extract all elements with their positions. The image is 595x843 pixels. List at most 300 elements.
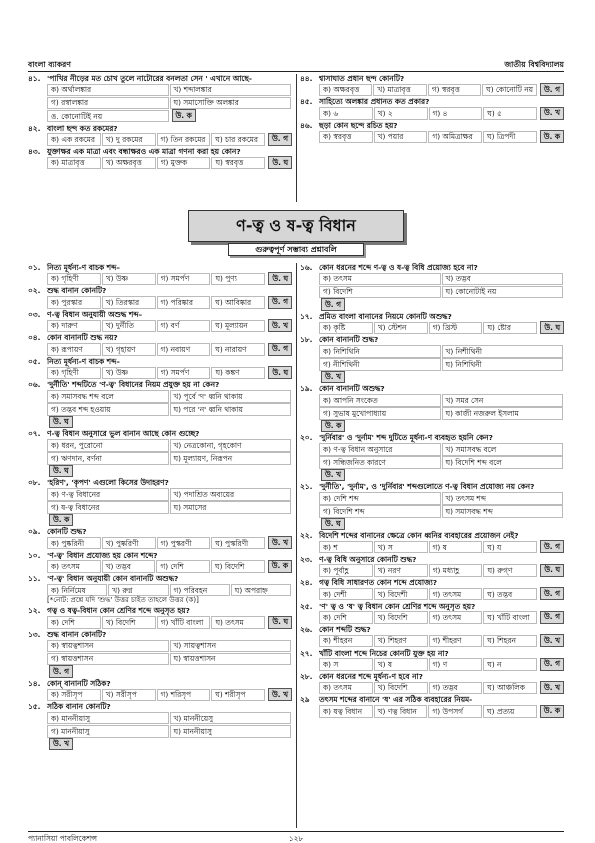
- answer-option: ঘ) নারায়ণ: [211, 343, 265, 355]
- answer-option: ক) কৃষ্টি: [319, 322, 373, 334]
- answer-option: খ) ২: [374, 107, 428, 119]
- question-item: [300, 263, 564, 311]
- question-number: ১২.: [28, 606, 41, 616]
- answer-option: ক) নির্নিমেষ: [47, 584, 107, 596]
- question-number: ০৯.: [28, 527, 41, 537]
- options-list: [28, 487, 292, 526]
- question-stem: 'দুর্নীতি', 'দুর্নাম', ও 'দুর্নিবার' শব্দগুলোতে ণ-ত্ব বিধান প্রযোজ্য নয় কেন?: [319, 482, 535, 492]
- answer-badge: উ. গ: [540, 611, 564, 624]
- answer-option: ক) পূর্বাহ্ণ: [319, 564, 373, 576]
- question-text: [300, 602, 564, 611]
- answer-option: গ) তৎসম: [429, 588, 483, 600]
- answer-option: ঘ) আবিষ্কার: [211, 296, 265, 308]
- question-number: ২৫.: [300, 601, 313, 611]
- question-item: [300, 649, 564, 671]
- options-list: [300, 491, 564, 530]
- answer-option: খ) তদ্ভব: [102, 560, 156, 572]
- answer-option: গ) সন্ধিজনিত কারণে: [319, 456, 441, 468]
- options-list: [28, 156, 292, 169]
- answer-badge: উ. ঘ: [268, 366, 292, 379]
- answer-option: গ) শরিসৃপ: [157, 689, 211, 701]
- answer-option: খ) পূর্বে 'দ' ধ্বনি থাকায়: [170, 390, 292, 402]
- answer-option: গ) শীহরণ: [429, 635, 483, 647]
- answer-option: ক) শ: [319, 541, 373, 553]
- question-stem: সঠিক বানান কোনটি?: [47, 702, 111, 712]
- answer-option: ঘ) রুগ্ণ: [483, 564, 537, 576]
- answer-option: খ) উষ্ণ: [102, 367, 156, 379]
- question-item: [300, 121, 564, 143]
- question-item: [300, 578, 564, 600]
- answer-option: খ) বিদেশি: [102, 616, 156, 628]
- question-stem: শুদ্ধ বানান কোনটি?: [47, 629, 107, 639]
- answer-option: গ) অমিত্রাক্ষর: [428, 131, 482, 143]
- question-number: ১৮.: [300, 335, 313, 345]
- answer-badge: উ. ক: [49, 514, 73, 526]
- question-item: [300, 384, 564, 432]
- question-stem: কোন শব্দটি শুদ্ধ?: [319, 625, 371, 635]
- question-text: [28, 527, 292, 536]
- question-text: [28, 429, 292, 438]
- question-number: ১৫.: [28, 702, 41, 712]
- question-stem: কোন বানানটি অশুদ্ধ?: [319, 384, 385, 394]
- answer-option: গ) সমর্পণ: [157, 273, 211, 285]
- question-text: [300, 97, 564, 106]
- top-column-divider: [296, 74, 297, 202]
- answer-option: খ) বিদেশি: [374, 611, 428, 623]
- answer-badge: উ. খ: [321, 371, 345, 383]
- answer-option: খ) শব্দালঙ্কার: [170, 84, 292, 96]
- options-list: [28, 616, 292, 629]
- answer-option: গ) স্বরবৃত্ত: [428, 84, 481, 96]
- answer-option: ক) তৎসম: [47, 560, 101, 572]
- answer-option: গ) তিন রকমের: [157, 133, 211, 145]
- question-number: ৪২.: [28, 123, 41, 133]
- question-stem: 'দুর্নীতি' শব্দটিতে 'ণ-ত্ব' বিধানের নিয়ম প্রযুক্ত হয় না কেন?: [47, 380, 220, 390]
- main-column-divider: [296, 263, 297, 828]
- answer-option: ঙ. কোনোটিই নয়: [47, 110, 169, 122]
- question-item: [28, 630, 292, 678]
- answer-option: গ) ঋণদান, বর্ণনা: [47, 452, 169, 464]
- question-item: [28, 478, 292, 526]
- answer-option: ক) এক রকমের: [47, 133, 101, 145]
- question-stem: গত্ব বিধি সাধারণত কোন শব্দে প্রযোজ্য?: [319, 578, 438, 588]
- footer-publisher: প্যানাসিয়া পাবলিকেশন্স: [28, 834, 97, 843]
- options-list: [300, 634, 564, 647]
- answer-option: গ) ষ-ত্ব বিধানের: [47, 501, 169, 513]
- answer-option: খ) দুর্নীতি: [102, 320, 156, 332]
- answer-option: ক) মাননীয়াসু: [47, 712, 169, 724]
- answer-badge: উ. ক: [268, 560, 292, 573]
- question-item: [28, 606, 292, 628]
- answer-option: ঘ) কঙ্কণ: [211, 367, 265, 379]
- answer-option: গ) উপসর্গ: [428, 705, 482, 717]
- options-list: [300, 345, 564, 384]
- options-list: [300, 272, 564, 311]
- answer-option: খ) তৎসম শব্দ: [442, 492, 564, 504]
- question-item: [28, 286, 292, 308]
- question-number: ১১.: [28, 574, 41, 584]
- question-text: [28, 286, 292, 295]
- question-text: [28, 357, 292, 366]
- answer-option: ক) পুষ্করিনী: [47, 537, 101, 549]
- question-stem: কোন্ বানানটি সঠিক?: [47, 678, 111, 688]
- answer-option: গ) তৎসম: [429, 611, 483, 623]
- page: [28, 60, 564, 843]
- question-number: ০১.: [28, 263, 41, 272]
- answer-option: খ) নিশীথিনী: [442, 345, 564, 357]
- answer-badge: উ. ক: [540, 130, 564, 143]
- answer-badge: উ. খ: [540, 634, 564, 647]
- question-text: [300, 578, 564, 587]
- answer-option: ক) দেশি শব্দ: [319, 492, 441, 504]
- answer-option: ক) ৬: [319, 107, 373, 119]
- answer-badge: উ. ঘ: [321, 518, 345, 530]
- question-stem: সাহিত্যে অলঙ্কার প্রধানত কত প্রকার?: [319, 97, 430, 107]
- answer-option: গ) নীশিথিনী: [319, 358, 441, 370]
- question-stem: কোন ধরনের শব্দে ণ-ত্ব ও ষ-ত্ব বিধি প্রয়োজ্য হবে না?: [319, 263, 478, 272]
- question-stem: প্রমিত বাংলা বানানের নিয়মে কোনটি অশুদ্ধ?: [319, 311, 452, 321]
- answer-option: ক) রূপায়ণ: [47, 343, 101, 355]
- answer-option: খ) পদাশ্রিত অব্যয়ের: [170, 488, 292, 500]
- answer-option: ক) শীহরন: [319, 635, 373, 647]
- question-note: [*নোট: প্রশ্নে যদি 'শুদ্ধ' উত্তর চাইত তাহলে উত্তর (ক)]: [47, 596, 199, 605]
- options-list: [300, 658, 564, 671]
- question-item: [28, 263, 292, 285]
- question-stem: খাঁটি বাংলা শব্দে নিচের কোনটি যুক্ত হয় না?: [319, 648, 449, 658]
- answer-badge: উ. ঘ: [49, 416, 73, 428]
- question-number: ০৩.: [28, 309, 41, 319]
- answer-option: ক) ণ-ত্ব বিধান অনুসারে: [319, 443, 441, 455]
- question-stem: ণ-ত্ব বিধান অনুসারে ভুল বানান আছে কোন গুচ্ছে?: [47, 429, 200, 439]
- options-list: [28, 319, 292, 332]
- question-stem: ণ-ত্ব বিধি অনুসারে কোনটি শুদ্ধ?: [319, 554, 417, 564]
- question-stem: ছড়া কোন ছন্দে রচিত হয়?: [319, 120, 398, 130]
- answer-option: ঘ) শরীসৃপ: [211, 689, 265, 701]
- question-item: [28, 124, 292, 146]
- answer-option: ঘ) কোনোটি নয়: [482, 84, 537, 96]
- answer-option: খ) দু রকমের: [102, 133, 156, 145]
- question-text: [300, 312, 564, 321]
- options-list: [28, 296, 292, 309]
- question-text: [300, 649, 564, 658]
- options-list: [28, 390, 292, 429]
- question-text: [300, 74, 564, 83]
- answer-option: গ) পরিবহন: [170, 584, 230, 596]
- answer-badge: উ. ঘ: [49, 465, 73, 477]
- question-number: ২৪.: [300, 578, 313, 588]
- options-list: [28, 439, 292, 478]
- options-list: [300, 107, 564, 120]
- answer-option: ঘ) য: [483, 541, 537, 553]
- answer-option: ক) দেশি: [319, 611, 373, 623]
- question-text: [300, 121, 564, 130]
- question-number: ২৬.: [300, 625, 313, 635]
- answer-badge: উ. খ: [268, 319, 292, 332]
- answer-option: ঘ) ষ্টোর: [483, 322, 537, 334]
- answer-option: ঘ) শিহরন: [483, 635, 537, 647]
- answer-option: গ) বিদেশি শব্দ: [319, 505, 441, 517]
- chapter-title: ণ-ত্ব ও ষ-ত্ব বিধান: [188, 210, 404, 242]
- question-item: [300, 531, 564, 553]
- question-item: [300, 97, 564, 119]
- question-text: [28, 380, 292, 389]
- question-text: [28, 606, 292, 615]
- answer-option: গ) স্বায়ত্তশাসন: [47, 653, 169, 665]
- answer-option: খ) উষ্ণ: [102, 273, 156, 285]
- answer-option: গ) পরিষ্কার: [157, 296, 211, 308]
- answer-badge: উ. গ: [540, 83, 564, 96]
- answer-option: ঘ) স্বায়ত্তশাসন: [170, 653, 292, 665]
- question-text: [300, 384, 564, 393]
- answer-option: ক) ধরন, পুরোনো: [47, 439, 169, 451]
- answer-option: ক) স্বরবৃত্ত: [319, 131, 373, 143]
- answer-option: খ) নরণ: [374, 564, 428, 576]
- options-list: [300, 705, 564, 718]
- answer-option: ঘ) কোনোটাই নয়: [442, 286, 564, 298]
- answer-option: ঘ) তৎসম: [211, 616, 265, 628]
- options-list: [28, 343, 292, 356]
- answer-badge: উ. গ: [540, 658, 564, 671]
- answer-option: ক) পুরস্কার: [47, 296, 101, 308]
- question-number: ৪১.: [28, 74, 41, 83]
- question-number: ১০.: [28, 550, 41, 560]
- answer-option: ক) অর্থালঙ্কার: [47, 84, 169, 96]
- question-item: [28, 574, 292, 605]
- answer-option: গ) মাননীয়াসু: [47, 725, 169, 737]
- answer-badge: উ. ঘ: [540, 564, 564, 577]
- answer-badge: উ. খ: [540, 107, 564, 120]
- question-item: [28, 147, 292, 169]
- answer-option: ঘ) মূল্যায়ণ, নিরূপন: [170, 452, 292, 464]
- question-item: [28, 333, 292, 355]
- question-item: [300, 482, 564, 530]
- answer-option: ঘ) মূল্যায়ন: [211, 320, 265, 332]
- header-university: জাতীয় বিশ্ববিদ্যালয়: [504, 60, 564, 69]
- answer-option: খ) ষ: [374, 658, 428, 670]
- question-item: [28, 551, 292, 573]
- answer-badge: উ. ক: [540, 705, 564, 718]
- options-list: [300, 394, 564, 433]
- answer-option: ক) অক্ষরবৃত্ত: [319, 84, 372, 96]
- answer-option: গ) সুভাষ মুখোপাধ্যায়: [319, 407, 441, 419]
- answer-option: খ) পয়ার: [374, 131, 428, 143]
- options-list: [28, 711, 292, 750]
- options-list: [300, 587, 564, 600]
- left-question-column: [28, 263, 292, 751]
- answer-option: খ) সমর সেন: [442, 394, 564, 406]
- question-text: [300, 672, 564, 681]
- answer-option: ক) তৎসম: [319, 273, 441, 285]
- question-number: ৪৬.: [300, 120, 313, 130]
- answer-option: ক) দারুণ: [47, 320, 101, 332]
- answer-option: খ) মাননীয়েসু: [170, 712, 292, 724]
- answer-option: গ) রস্বালঙ্কার: [47, 97, 169, 109]
- options-list: [300, 540, 564, 553]
- answer-option: ঘ) কাজী নজরুল ইসলাম: [442, 407, 564, 419]
- answer-badge: উ. গ: [268, 296, 292, 309]
- answer-option: খ) সায়ত্বশাসন: [170, 640, 292, 652]
- options-list: [300, 83, 564, 96]
- question-number: ৪৪.: [300, 74, 313, 83]
- question-number: ০৫.: [28, 356, 41, 366]
- question-stem: 'ণ-ত্ব' বিধান অনুযায়ী কোন বানানটি অশুদ্ধ?: [47, 574, 179, 584]
- question-number: ২০.: [300, 433, 313, 443]
- section-title: গুরুত্বপূর্ণ সম্ভাব্য প্রশ্নাবলি: [228, 243, 364, 256]
- answer-badge: উ. ক: [172, 109, 196, 122]
- question-stem: শ্বাসাঘাত প্রধান ছন্দ কোনটি?: [319, 74, 405, 83]
- question-number: ০২.: [28, 286, 41, 296]
- question-text: [300, 695, 564, 704]
- question-stem: কোন বানানটি শুদ্ধ নয়?: [47, 333, 118, 343]
- answer-option: খ) শিহরণ: [374, 635, 428, 647]
- question-text: [28, 630, 292, 639]
- answer-option: খ) তিরস্কার: [102, 296, 156, 308]
- question-text: [28, 147, 292, 156]
- options-list: [28, 560, 292, 573]
- question-number: ২১.: [300, 482, 313, 492]
- question-item: [28, 527, 292, 549]
- options-list: [300, 564, 564, 577]
- question-stem: কোন ধরনের শব্দে মূর্ধন্য-ণ হবে না?: [319, 671, 423, 681]
- answer-option: ক) ণ-ত্ব বিধানের: [47, 488, 169, 500]
- question-text: [28, 574, 292, 583]
- answer-badge: উ. ক: [321, 420, 345, 432]
- question-item: [28, 310, 292, 332]
- answer-option: খ) বিদেশী: [374, 588, 428, 600]
- question-text: [300, 555, 564, 564]
- answer-option: ঘ) ৫: [483, 107, 537, 119]
- question-item: [300, 625, 564, 647]
- question-text: [28, 478, 292, 487]
- answer-option: ঘ) আঞ্চলিক: [483, 682, 537, 694]
- answer-badge: উ. খ: [540, 681, 564, 694]
- question-number: ২৩.: [300, 554, 313, 564]
- question-number: ০৮.: [28, 478, 41, 488]
- answer-option: গ) ৪: [429, 107, 483, 119]
- answer-badge: উ. ঘ: [268, 272, 292, 285]
- answer-badge: উ. ঘ: [268, 616, 292, 629]
- answer-option: খ) পুষ্করিণী: [102, 537, 156, 549]
- answer-option: গ) খ্রিস্ট: [429, 322, 483, 334]
- question-stem: গত্ব ও ষত্ব-বিধান কোন শ্রেণির শব্দে অনুসৃত হয়?: [47, 606, 190, 616]
- answer-option: খ) স: [374, 541, 428, 553]
- question-number: ২৭.: [300, 648, 313, 658]
- question-number: ০৬.: [28, 380, 41, 390]
- question-stem: 'হরিণ', 'কৃপণ' এগুলো কিসের উদাহরণ?: [47, 478, 169, 488]
- answer-badge: উ. ঘ: [540, 321, 564, 334]
- question-item: [300, 335, 564, 383]
- question-number: ১৬.: [300, 263, 313, 272]
- question-text: [28, 263, 292, 272]
- answer-option: গ) দেশি: [156, 560, 210, 572]
- options-list: [28, 366, 292, 379]
- answer-option: ঘ) ন: [483, 658, 537, 670]
- answer-option: ঘ) চার রকমের: [211, 133, 265, 145]
- answer-option: খ) সরীসৃপ: [102, 689, 156, 701]
- question-number: ১৪.: [28, 678, 41, 688]
- answer-option: খ) অক্ষরবৃত্ত: [102, 157, 156, 169]
- answer-option: খ) নেত্রকোনা, গৃহকোণ: [170, 439, 292, 451]
- question-text: [28, 333, 292, 342]
- answer-option: ঘ) প্রত্যয়: [483, 705, 537, 717]
- question-text: [28, 74, 292, 83]
- answer-badge: উ. গ: [268, 133, 292, 146]
- question-number: ২৮.: [300, 671, 313, 681]
- page-header: [28, 60, 564, 72]
- question-stem: বাংলা ছন্দ কত রকমের?: [47, 123, 118, 133]
- question-stem: যুক্তাক্ষর এক মাত্রা এবং বন্ধাক্ষরও এক মাত্রা গণনা করা হয় কোন?: [47, 147, 241, 156]
- answer-option: গ) নবায়ণ: [157, 343, 211, 355]
- options-list: [300, 130, 564, 143]
- answer-option: ক) নিশিথিনি: [319, 345, 441, 357]
- answer-option: গ) পুস্করণী: [157, 537, 211, 549]
- answer-badge: উ. খ: [321, 469, 345, 481]
- question-stem: কোন বানানটি শুদ্ধ?: [319, 335, 379, 345]
- answer-option: ক) গৃহিণী: [47, 367, 101, 379]
- answer-badge: উ. গ: [540, 587, 564, 600]
- answer-option: ক) দেশি: [47, 616, 101, 628]
- answer-badge: উ. খ: [268, 536, 292, 549]
- question-item: [300, 672, 564, 694]
- question-text: [28, 310, 292, 319]
- top-right-column: [300, 74, 564, 144]
- answer-badge: উ. খ: [49, 738, 73, 750]
- answer-option: ঘ) মাননীয়াসু: [170, 725, 292, 737]
- options-list: [300, 611, 564, 624]
- answer-option: খ) বিদেশি: [374, 682, 428, 694]
- question-number: ১৯.: [300, 384, 313, 394]
- question-stem: বিদেশি শব্দের বানানের ক্ষেত্রে কোন ধ্বনির ব্যবহারের প্রয়োজন নেই?: [319, 531, 519, 541]
- question-number: ১৩.: [28, 629, 41, 639]
- question-item: [28, 357, 292, 379]
- question-item: [28, 679, 292, 701]
- answer-option: গ) মুক্তক: [157, 157, 211, 169]
- question-number: ৪৩.: [28, 147, 41, 156]
- answer-option: গ) তদ্ভব: [429, 682, 483, 694]
- question-item: [28, 74, 292, 122]
- answer-option: ক) আপনি সংকেত: [319, 394, 441, 406]
- options-list: [28, 272, 292, 285]
- answer-option: গ) সমর্পণ: [157, 367, 211, 379]
- answer-option: খ) স্টেশন: [374, 322, 428, 334]
- question-text: [28, 679, 292, 688]
- question-text: [300, 335, 564, 344]
- options-list: [28, 536, 292, 549]
- options-list: [28, 83, 292, 122]
- top-left-column: [28, 74, 292, 170]
- answer-option: খ) সমাসবদ্ধ বলে: [442, 443, 564, 455]
- answer-option: ক) গৃহিণী: [47, 273, 101, 285]
- question-stem: কোনটি শুদ্ধ?: [47, 527, 87, 537]
- options-list: [300, 443, 564, 482]
- question-item: [300, 312, 564, 334]
- question-text: [300, 482, 564, 491]
- answer-option: গ) ণ: [429, 658, 483, 670]
- question-item: [300, 433, 564, 481]
- question-item: [300, 695, 564, 717]
- answer-option: ক) মাত্রাবৃত্ত: [47, 157, 101, 169]
- question-number: ৪৫.: [300, 97, 313, 107]
- page-number: ১২৮: [288, 834, 304, 843]
- question-text: [28, 551, 292, 560]
- options-list: [300, 681, 564, 694]
- answer-option: ঘ) পুস্করিণী: [211, 537, 265, 549]
- answer-option: ঘ) সমাসোক্তি অলঙ্কার: [170, 97, 292, 109]
- answer-option: ক) সরীসৃপ: [47, 689, 101, 701]
- answer-option: ঘ) পরে 'ন' ধ্বনি থাকায়: [170, 403, 292, 415]
- answer-option: ক) তৎসম: [319, 682, 373, 694]
- question-text: [300, 625, 564, 634]
